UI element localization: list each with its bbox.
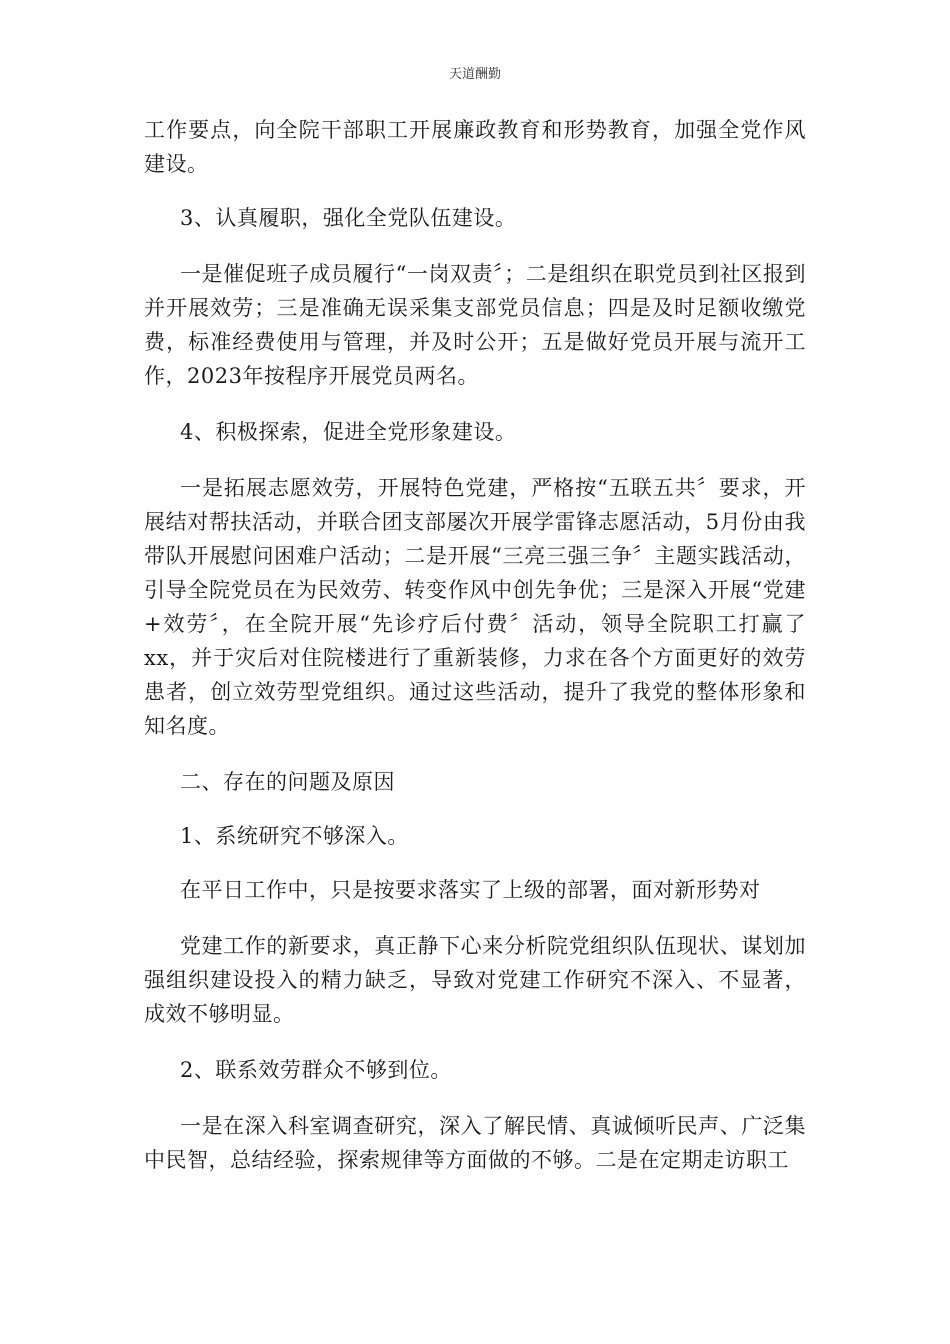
paragraph-team-building: 一是催促班子成员履行“一岗双责〞；二是组织在职党员到社区报到并开展效劳；三是准确无误采集支部党员信息；四是及时足额收缴党费，标准经费使用与管理，并及时公开；五是做好党员开展与流开工作，2023年按程序开展党员两名。 <box>144 262 806 388</box>
paragraph-image-building: 一是拓展志愿效劳，开展特色党建，严格按“五联五共〞要求，开展结对帮扶活动，并联合团支部屡次开展学雷锋志愿活动，5月份由我带队开展慰问困难户活动；二是开展“三亮三强三争〞主题实践活动，引导全院党员在为民效劳、转变作风中创先争优；三是深入开展“党建+效劳〞，在全院开展“先诊疗后付费〞活动，领导全院职工打赢了xx，并于灾后对住院楼进行了重新装修，力求在各个方面更好的效劳患者，创立效劳型党组织。通过这些活动，提升了我党的整体形象和知名度。 <box>144 476 806 738</box>
paragraph-problem-1-start: 在平日工作中，只是按要求落实了上级的部署，面对新形势对 <box>180 878 761 902</box>
section-heading-problems: 二、存在的问题及原因 <box>180 770 395 794</box>
heading-item-4: 4、积极探索，促进全党形象建设。 <box>180 420 517 444</box>
heading-problem-1: 1、系统研究不够深入。 <box>180 824 409 848</box>
paragraph-problem-1-detail: 党建工作的新要求，真正静下心来分析院党组织队伍现状、谋划加强组织建设投入的精力缺乏，导致对党建工作研究不深入、不显著，成效不够明显。 <box>144 934 806 1026</box>
page-header: 天道酬勤 <box>448 67 501 82</box>
heading-problem-2: 2、联系效劳群众不够到位。 <box>180 1058 452 1082</box>
document-body <box>144 113 806 1177</box>
paragraph-work-points-continued: 工作要点，向全院干部职工开展廉政教育和形势教育，加强全党作风建设。 <box>144 118 806 176</box>
paragraph-problem-2-detail: 一是在深入科室调查研究，深入了解民情、真诚倾听民声、广泛集中民智，总结经验，探索规律等方面做的不够。二是在定期走访职工 <box>144 1114 806 1172</box>
heading-item-3: 3、认真履职，强化全党队伍建设。 <box>180 206 517 230</box>
